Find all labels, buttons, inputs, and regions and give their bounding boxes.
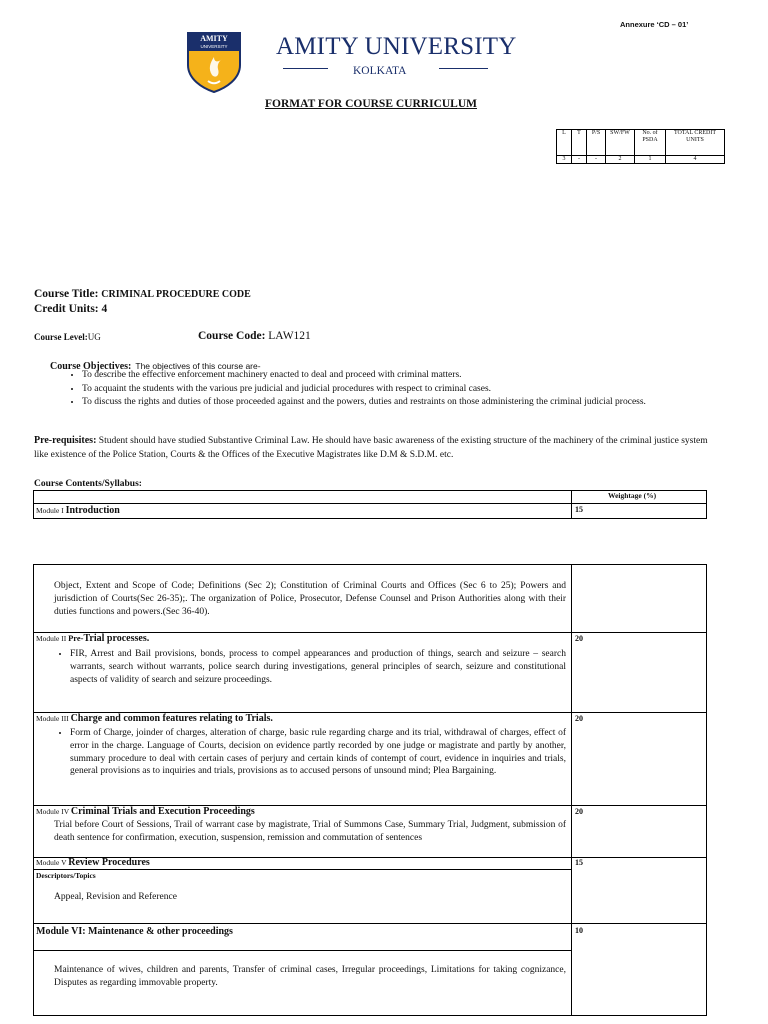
annexure-label: Annexure ‘CD – 01’ bbox=[620, 20, 689, 29]
module-4-heading bbox=[36, 806, 255, 817]
module-1-content: Object, Extent and Scope of Code; Definitions (Sec 2); Constitution of Criminal Courts and Offices (Sec 6 to 25); Powers and jurisdiction of Courts(Sec 26-35);. The organization of Police, Prosecutor, Defense Counsel and Prison Authorities along with their duties functions and powers.(Sec 36-40). bbox=[54, 581, 566, 617]
credit-table-values-row bbox=[557, 156, 725, 164]
module-3-heading bbox=[36, 713, 273, 724]
course-title bbox=[34, 288, 251, 300]
module-4-title: Criminal Trials and Execution Proceedings bbox=[70, 806, 255, 817]
module-6-content: Maintenance of wives, children and parents, Transfer of criminal cases, Irregular proceedings, Limitations for taking cognizance, Disputes as regarding immovable property. bbox=[54, 965, 566, 988]
course-code-label: Course Code: bbox=[198, 330, 266, 342]
module-1-weight: 15 bbox=[575, 505, 583, 514]
course-title-value: CRIMINAL PROCEDURE CODE bbox=[101, 289, 251, 300]
module-2-heading bbox=[36, 633, 149, 644]
module-5-heading bbox=[36, 857, 150, 868]
prereq-text: Student should have studied Substantive Criminal Law. He should have basic awareness of the existing structure of the machinery of the criminal justice system like existence of the Police Station, Courts & the Offices of the Executive Magistrates like D.M & S.D.M. etc. bbox=[34, 436, 708, 460]
course-level bbox=[34, 332, 101, 342]
module-5-subheading: Descriptors/Topics bbox=[36, 871, 96, 880]
module-6-heading bbox=[36, 926, 233, 937]
header-total-credit-units: TOTAL CREDIT UNITS bbox=[666, 130, 725, 156]
syllabus-heading: Course Contents/Syllabus: bbox=[34, 479, 142, 489]
university-city: KOLKATA bbox=[353, 65, 407, 77]
svg-text:AMITY: AMITY bbox=[200, 34, 228, 43]
module-2-content bbox=[54, 648, 566, 686]
module-3-weight: 20 bbox=[575, 714, 583, 723]
module-2-prefix: Module II bbox=[36, 634, 67, 643]
syllabus-header-box bbox=[33, 490, 707, 519]
course-level-value: UG bbox=[87, 332, 101, 342]
module-3-content bbox=[54, 727, 566, 778]
module-1-title: Introduction bbox=[65, 505, 120, 516]
prerequisites bbox=[34, 434, 710, 462]
module-4-content: Trial before Court of Sessions, Trail of warrant case by magistrate, Trial of Summons Case, Summary Trial, Judgment, submission of death sentence for confirmation, execution, suspension, remission and commutation of sentences bbox=[54, 820, 566, 843]
course-code-value: LAW121 bbox=[268, 330, 311, 342]
module-5-weight: 15 bbox=[575, 858, 583, 867]
header-t: T bbox=[572, 130, 587, 156]
module-3-prefix: Module III bbox=[36, 714, 69, 723]
amity-logo bbox=[186, 31, 242, 98]
objectives-list bbox=[52, 369, 752, 410]
value-t: - bbox=[572, 156, 587, 164]
module-4-prefix: Module IV bbox=[36, 807, 69, 816]
format-title: FORMAT FOR COURSE CURRICULUM bbox=[265, 98, 478, 110]
course-title-label: Course Title: bbox=[34, 288, 99, 300]
value-ps: - bbox=[587, 156, 606, 164]
module-3-item: • Form of Charge, joinder of charges, alteration of charge, basic rule regarding charge and its trial, withdrawal of charges, effect of error in the charge. Language of Courts, decision on evidence partly recorded by one judge or magistrate and partly by another, summary procedure to deal with certain cases of perjury and certain kinds of contempt of court, evidence in inquiries and trials, general provisions as to inquiries and trials, provisions as to accused persons of unsound mind; Plea Bargaining. bbox=[70, 727, 566, 778]
module-1-heading bbox=[36, 505, 120, 516]
shield-logo-icon bbox=[186, 31, 242, 93]
module-5-title: Review Procedures bbox=[68, 857, 150, 868]
university-name: AMITY UNIVERSITY bbox=[276, 33, 517, 60]
course-level-label: Course Level: bbox=[34, 332, 88, 342]
module-6-prefix: Module VI: bbox=[36, 926, 86, 937]
svg-text:UNIVERSITY: UNIVERSITY bbox=[200, 44, 228, 49]
objectives-label: Course Objectives: bbox=[50, 361, 132, 372]
value-swfw: 2 bbox=[606, 156, 635, 164]
header-ps: P/S bbox=[587, 130, 606, 156]
credit-units: Credit Units: 4 bbox=[34, 303, 108, 315]
objectives-intro: The objectives of this course are- bbox=[135, 361, 261, 371]
objective-item: • To acquaint the students with the various pre judicial and judicial procedures with respect to criminal cases. bbox=[82, 383, 752, 397]
module-2-item: • FIR, Arrest and Bail provisions, bonds, process to compel appearances and production of things, search and seizure – search warrants, search without warrants, police search during investigations, general principles of search, seizure and constitutional aspects of validity of search and seizure proceedings. bbox=[70, 648, 566, 686]
module-2-weight: 20 bbox=[575, 634, 583, 643]
module-6-title: Maintenance & other proceedings bbox=[88, 926, 233, 937]
objective-item: • To discuss the rights and duties of those proceeded against and the powers, duties and restraints on those administering the criminal judicial process. bbox=[82, 396, 752, 410]
prereq-label: Pre-requisites: bbox=[34, 435, 97, 446]
module-1-prefix: Module I bbox=[36, 506, 64, 515]
weightage-header: Weightage (%) bbox=[608, 491, 657, 500]
credit-units-table bbox=[556, 129, 725, 164]
module-5-prefix: Module V bbox=[36, 858, 67, 867]
module-2-title-rest: Trial processes. bbox=[83, 633, 150, 644]
module-4-weight: 20 bbox=[575, 807, 583, 816]
header-l: L bbox=[557, 130, 572, 156]
module-5-content: Appeal, Revision and Reference bbox=[54, 892, 177, 902]
header-psda: No. of PSDA bbox=[635, 130, 666, 156]
value-psda: 1 bbox=[635, 156, 666, 164]
module-3-title: Charge and common features relating to Trials. bbox=[70, 713, 273, 724]
module-6-weight: 10 bbox=[575, 926, 583, 935]
objective-item: • To describe the effective enforcement machinery enacted to deal and proceed with criminal matters. bbox=[82, 369, 752, 383]
course-code bbox=[198, 330, 311, 342]
module-2-title-small: Pre- bbox=[68, 633, 84, 643]
credit-table-header-row bbox=[557, 130, 725, 156]
header-swfw: SW/FW bbox=[606, 130, 635, 156]
value-l: 3 bbox=[557, 156, 572, 164]
value-total-credit-units: 4 bbox=[666, 156, 725, 164]
